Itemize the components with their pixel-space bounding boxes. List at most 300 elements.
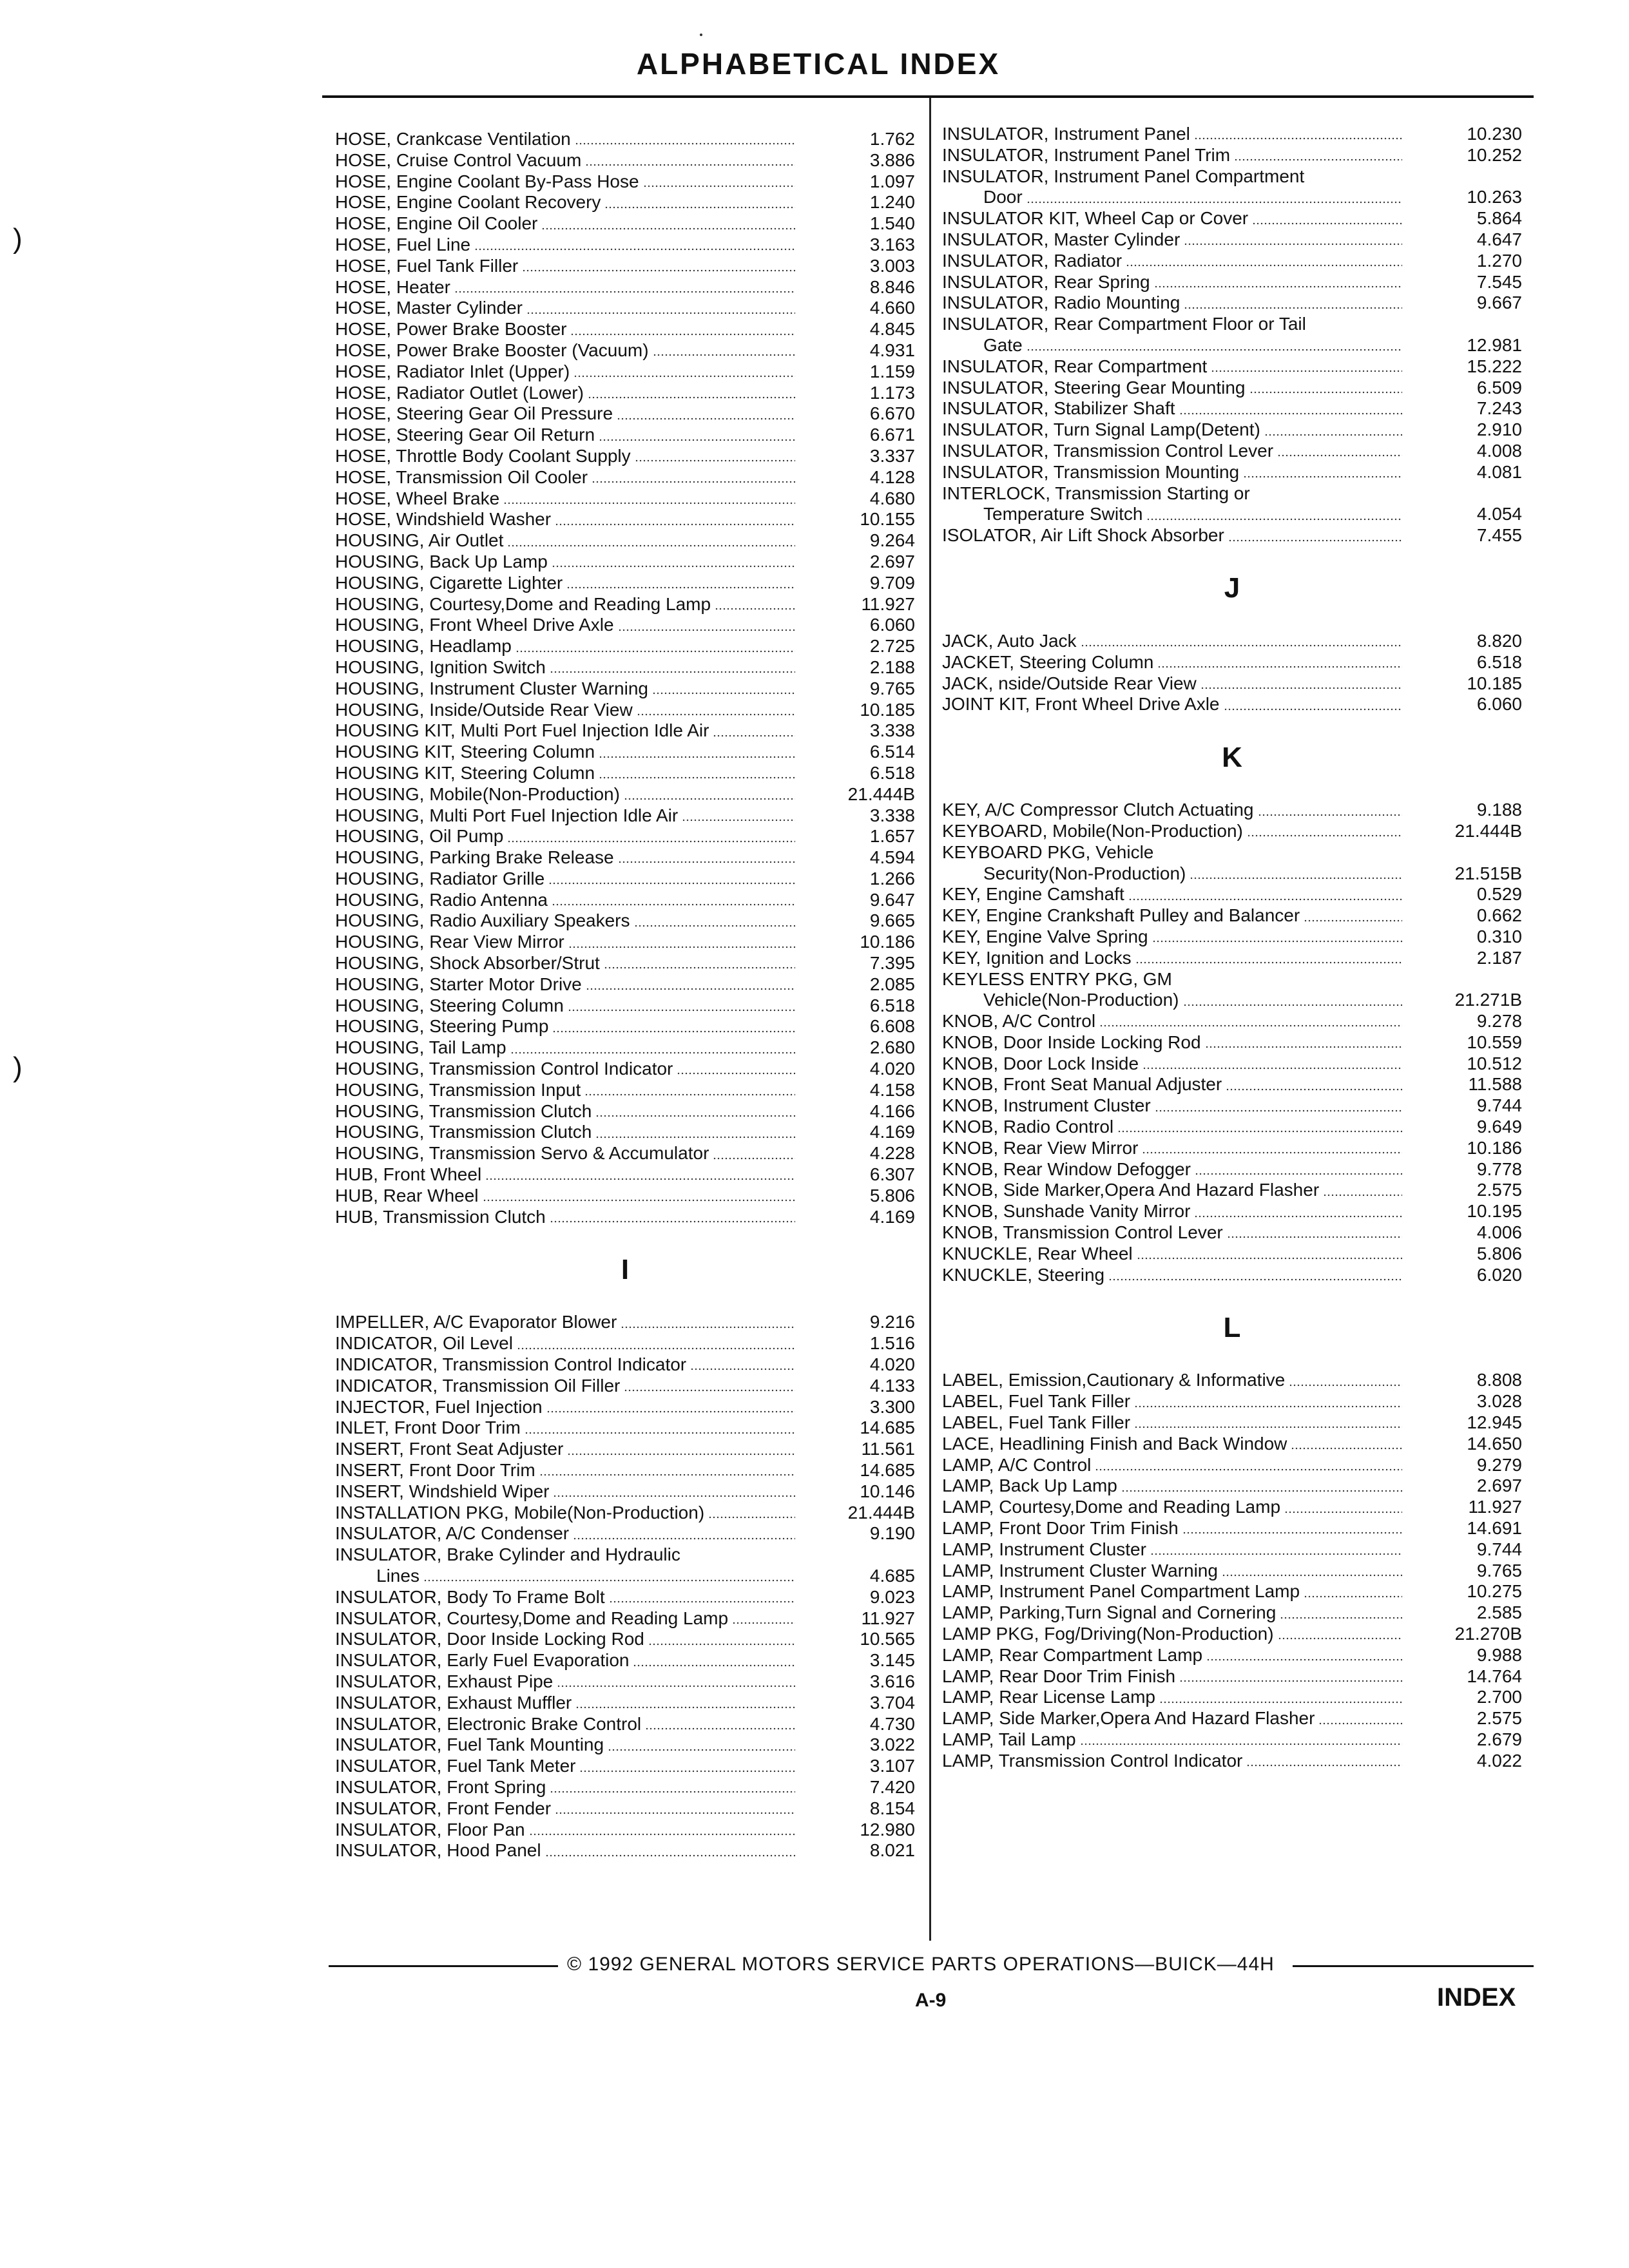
dot-leader	[423, 1579, 795, 1582]
entry-page-ref: 12.981	[1467, 334, 1522, 355]
entry-page-ref: 9.647	[869, 889, 915, 910]
index-entry	[942, 1412, 1522, 1434]
entry-label: KNOB, Sunshade Vanity Mirror	[942, 1201, 1191, 1222]
dot-leader	[510, 1052, 795, 1054]
dot-leader	[575, 142, 795, 145]
dot-leader	[548, 882, 795, 885]
index-entry	[942, 1095, 1522, 1117]
entry-label: LAMP, Front Door Trim Finish	[942, 1518, 1179, 1539]
entry-label: LABEL, Emission,Cautionary & Informative	[942, 1370, 1286, 1390]
index-entry	[335, 1101, 915, 1122]
index-entry	[335, 1756, 915, 1777]
index-entry	[335, 1016, 915, 1037]
margin-mark: )	[13, 1052, 23, 1083]
entry-page-ref: 7.395	[869, 953, 915, 974]
entry-page-ref: 4.685	[869, 1566, 915, 1586]
i-entries-list-continued	[942, 124, 1522, 546]
dot-leader	[652, 692, 795, 695]
entry-label: KEYBOARD, Mobile(Non-Production)	[942, 820, 1243, 841]
entry-page-ref: 3.300	[869, 1396, 915, 1417]
section-letter-k: K	[1222, 741, 1242, 773]
entry-label: HOUSING, Headlamp	[335, 636, 512, 657]
index-entry	[335, 657, 915, 678]
index-entry	[335, 636, 915, 657]
entry-label: Lines	[376, 1566, 419, 1586]
entry-page-ref: 11.927	[861, 1608, 915, 1628]
entry-label: HOUSING KIT, Steering Column	[335, 742, 595, 762]
index-entry	[942, 694, 1522, 715]
entry-label: HOSE, Engine Coolant Recovery	[335, 192, 601, 213]
entry-label: KNOB, Rear View Mirror	[942, 1137, 1139, 1158]
entry-label: HOSE, Heater	[335, 276, 450, 297]
entry-label: KEY, Engine Valve Spring	[942, 926, 1148, 947]
entry-label: INSULATOR, Early Fuel Evaporation	[335, 1650, 630, 1671]
index-entry	[942, 419, 1522, 441]
entry-label: INSULATOR, Electronic Brake Control	[335, 1713, 642, 1734]
page-title: ALPHABETICAL INDEX	[636, 47, 1001, 81]
dot-leader	[1179, 1680, 1402, 1682]
entry-label: INSULATOR, Door Inside Locking Rod	[335, 1629, 644, 1649]
index-entry	[942, 208, 1522, 229]
index-entry	[335, 615, 915, 636]
entry-label: HUB, Transmission Clutch	[335, 1206, 546, 1227]
entry-page-ref: 10.263	[1467, 187, 1522, 207]
index-entry	[335, 784, 915, 805]
dot-leader	[1289, 1384, 1402, 1387]
index-entry	[942, 293, 1522, 314]
l-entries-list	[942, 1370, 1522, 1771]
index-entry	[335, 1544, 915, 1566]
index-entry	[942, 504, 1522, 525]
index-entry	[335, 910, 915, 932]
entry-label: HOSE, Transmission Oil Cooler	[335, 466, 588, 487]
footer-copyright: © 1992 GENERAL MOTORS SERVICE PARTS OPERATIONS—BUICK—44H	[567, 1954, 1275, 1975]
index-entry	[335, 1122, 915, 1143]
entry-page-ref: 4.022	[1476, 1750, 1522, 1771]
dot-leader	[553, 1495, 795, 1497]
index-entry	[942, 1138, 1522, 1159]
index-entry	[335, 1820, 915, 1841]
entry-page-ref: 8.808	[1476, 1370, 1522, 1390]
entry-page-ref: 10.230	[1467, 124, 1522, 144]
index-entry	[942, 1624, 1522, 1645]
entry-page-ref: 6.060	[869, 615, 915, 635]
index-entry	[942, 398, 1522, 419]
entry-page-ref: 1.173	[869, 382, 915, 403]
entry-label: LAMP, Rear Door Trim Finish	[942, 1666, 1176, 1686]
entry-label: HOUSING, Radiator Grille	[335, 868, 545, 889]
entry-label: HOUSING, Parking Brake Release	[335, 847, 614, 868]
entry-label: HUB, Rear Wheel	[335, 1185, 479, 1206]
index-entry	[942, 187, 1522, 208]
entry-page-ref: 6.307	[869, 1164, 915, 1185]
index-entry	[335, 488, 915, 510]
dot-leader	[713, 735, 795, 737]
entry-label: INSULATOR, Instrument Panel Trim	[942, 144, 1231, 165]
dot-leader	[1249, 391, 1402, 394]
entry-page-ref: 3.028	[1476, 1391, 1522, 1412]
index-entry	[942, 1666, 1522, 1687]
entry-label: HOUSING, Rear View Mirror	[335, 932, 564, 952]
section-tag: INDEX	[1437, 1983, 1516, 2012]
entry-page-ref: 10.155	[860, 509, 915, 530]
dot-leader	[1027, 201, 1402, 204]
index-entry	[942, 1751, 1522, 1772]
entry-label: INDICATOR, Transmission Control Indicator	[335, 1354, 687, 1375]
entry-label: HOUSING, Inside/Outside Rear View	[335, 699, 633, 720]
entry-page-ref: 14.691	[1467, 1518, 1522, 1539]
entry-label: Temperature Switch	[983, 504, 1143, 524]
entry-page-ref: 2.910	[1476, 419, 1522, 440]
entry-page-ref: 9.988	[1476, 1644, 1522, 1665]
entry-label: HOUSING, Cigarette Lighter	[335, 572, 563, 593]
entry-page-ref: 4.020	[869, 1354, 915, 1375]
entry-label: Vehicle(Non-Production)	[983, 990, 1179, 1010]
entry-page-ref: 21.444B	[1454, 820, 1522, 841]
entry-label: INSULATOR, Courtesy,Dome and Reading Lamp	[335, 1608, 729, 1628]
index-entry	[335, 446, 915, 467]
entry-label: INSULATOR, Hood Panel	[335, 1840, 541, 1861]
index-entry	[942, 1244, 1522, 1265]
entry-page-ref: 1.516	[869, 1333, 915, 1354]
dot-leader	[592, 481, 795, 483]
index-entry	[335, 552, 915, 573]
entry-label: HOUSING, Transmission Control Indicator	[335, 1059, 673, 1079]
index-entry	[942, 525, 1522, 546]
entry-page-ref: 10.146	[860, 1481, 915, 1501]
entry-page-ref: 10.185	[860, 699, 915, 720]
dot-leader	[635, 459, 795, 462]
entry-label: INDICATOR, Transmission Oil Filler	[335, 1375, 621, 1396]
entry-page-ref: 2.700	[1476, 1687, 1522, 1707]
entry-page-ref: 9.649	[1476, 1117, 1522, 1137]
entry-page-ref: 0.529	[1476, 884, 1522, 905]
index-entry	[942, 483, 1522, 505]
dot-leader	[529, 1833, 795, 1836]
entry-page-ref: 2.085	[869, 974, 915, 994]
index-entry	[335, 1207, 915, 1228]
entry-page-ref: 4.133	[869, 1375, 915, 1396]
dot-leader	[708, 1516, 795, 1519]
index-entry	[942, 1602, 1522, 1624]
entry-page-ref: 4.228	[869, 1143, 915, 1164]
index-entry	[335, 298, 915, 319]
index-entry	[335, 1164, 915, 1186]
dot-leader	[604, 966, 795, 969]
dot-leader	[555, 1812, 795, 1814]
entry-page-ref: 2.575	[1476, 1180, 1522, 1200]
entry-page-ref: 2.585	[1476, 1602, 1522, 1623]
index-entry	[942, 1645, 1522, 1666]
index-entry	[335, 1059, 915, 1080]
entry-page-ref: 7.420	[869, 1776, 915, 1797]
entry-label: HOSE, Cruise Control Vacuum	[335, 149, 582, 170]
index-entry	[335, 256, 915, 277]
index-entry	[942, 652, 1522, 673]
index-entry	[942, 1455, 1522, 1476]
entry-label: INSULATOR, Rear Spring	[942, 271, 1150, 292]
entry-label: INDICATOR, Oil Level	[335, 1333, 513, 1354]
index-entry	[335, 1418, 915, 1439]
index-entry	[942, 1370, 1522, 1391]
entry-page-ref: 1.762	[869, 129, 915, 149]
entry-label: JOINT KIT, Front Wheel Drive Axle	[942, 694, 1220, 715]
index-entry	[335, 1439, 915, 1460]
dot-leader	[1278, 1637, 1402, 1640]
index-entry	[335, 530, 915, 552]
entry-page-ref: 14.685	[860, 1460, 915, 1481]
index-entry	[942, 1581, 1522, 1602]
margin-mark: )	[13, 223, 23, 255]
dot-leader	[690, 1368, 795, 1370]
index-entry	[335, 1650, 915, 1671]
entry-label: ISOLATOR, Air Lift Shock Absorber	[942, 525, 1224, 546]
index-entry	[335, 509, 915, 530]
entry-label: HUB, Front Wheel	[335, 1164, 482, 1185]
entry-page-ref: 1.266	[869, 868, 915, 889]
entry-page-ref: 14.764	[1467, 1666, 1522, 1686]
index-entry	[942, 948, 1522, 969]
entry-page-ref: 9.744	[1476, 1539, 1522, 1559]
entry-page-ref: 4.594	[869, 847, 915, 868]
dot-leader	[1211, 370, 1402, 372]
index-entry	[335, 1840, 915, 1861]
entry-label: HOSE, Fuel Line	[335, 234, 471, 255]
entry-label: KEY, A/C Compressor Clutch Actuating	[942, 800, 1254, 820]
entry-page-ref: 3.107	[869, 1756, 915, 1776]
dot-leader	[634, 925, 795, 927]
index-entry	[335, 383, 915, 404]
entry-label: INSULATOR, Rear Compartment Floor or Tail	[942, 314, 1306, 334]
dot-leader	[517, 1347, 795, 1350]
entry-label: KNUCKLE, Rear Wheel	[942, 1243, 1133, 1264]
index-entry	[335, 1693, 915, 1714]
entry-page-ref: 11.588	[1468, 1074, 1522, 1095]
entry-page-ref: 4.680	[869, 488, 915, 508]
index-entry	[942, 229, 1522, 251]
dot-leader	[621, 1326, 795, 1329]
index-entry	[335, 1376, 915, 1397]
index-entry	[942, 1561, 1522, 1582]
entry-label: INSULATOR, Turn Signal Lamp(Detent)	[942, 419, 1260, 440]
index-entry	[942, 673, 1522, 695]
dot-leader	[604, 206, 795, 209]
entry-label: LAMP, Rear Compartment Lamp	[942, 1644, 1203, 1665]
entry-page-ref: 4.647	[1476, 229, 1522, 249]
entry-page-ref: 3.163	[869, 234, 915, 255]
entry-page-ref: 4.081	[1476, 461, 1522, 482]
entry-label: INSULATOR, Rear Compartment	[942, 356, 1208, 376]
entry-page-ref: 2.697	[1476, 1475, 1522, 1496]
index-entry	[942, 631, 1522, 652]
entry-page-ref: 14.685	[860, 1418, 915, 1438]
entry-page-ref: 21.270B	[1454, 1624, 1522, 1644]
entry-page-ref: 3.338	[869, 720, 915, 741]
entry-page-ref: 4.054	[1476, 504, 1522, 524]
entry-page-ref: 3.337	[869, 445, 915, 466]
entry-page-ref: 10.186	[1467, 1137, 1522, 1158]
entry-label: INSULATOR, Front Fender	[335, 1798, 552, 1818]
dot-leader	[574, 375, 795, 378]
dot-leader	[1224, 708, 1403, 711]
dot-leader	[682, 819, 795, 822]
j-entries-list	[942, 631, 1522, 715]
index-entry	[942, 1687, 1522, 1708]
dot-leader	[1206, 1658, 1402, 1661]
dot-leader	[1137, 1257, 1402, 1260]
dot-leader	[1258, 814, 1403, 816]
entry-label: INSULATOR, Transmission Mounting	[942, 461, 1240, 482]
dot-leader	[599, 756, 795, 758]
entry-label: HOUSING KIT, Steering Column	[335, 762, 595, 783]
entry-label: INSULATOR, Master Cylinder	[942, 229, 1181, 249]
index-entry	[335, 805, 915, 827]
entry-label: INSULATOR, Body To Frame Bolt	[335, 1586, 605, 1607]
dot-leader	[1227, 1236, 1402, 1238]
index-entry	[335, 594, 915, 615]
entry-label: KEYLESS ENTRY PKG, GM	[942, 968, 1172, 989]
index-entry	[335, 1587, 915, 1608]
entry-page-ref: 2.187	[1476, 947, 1522, 968]
index-entry	[942, 314, 1522, 335]
entry-page-ref: 6.518	[869, 995, 915, 1015]
entry-page-ref: 6.518	[1476, 651, 1522, 672]
entry-label: INLET, Front Door Trim	[335, 1418, 521, 1438]
entry-label: HOSE, Engine Coolant By-Pass Hose	[335, 171, 639, 191]
entry-page-ref: 1.270	[1476, 250, 1522, 271]
dot-leader	[526, 312, 795, 314]
dot-leader	[585, 164, 795, 166]
dot-leader	[1150, 1553, 1402, 1555]
k-entries-list	[942, 800, 1522, 1285]
dot-leader	[1234, 159, 1402, 161]
index-entry	[942, 1265, 1522, 1286]
entry-label: KNOB, Side Marker,Opera And Hazard Flasher	[942, 1180, 1320, 1200]
entry-label: HOUSING, Air Outlet	[335, 530, 504, 551]
index-entry	[335, 1523, 915, 1544]
index-entry	[335, 1798, 915, 1820]
index-entry	[942, 842, 1522, 863]
entry-page-ref: 5.806	[1476, 1243, 1522, 1264]
entry-label: INSULATOR, Radio Mounting	[942, 293, 1181, 313]
entry-page-ref: 6.670	[869, 403, 915, 424]
dot-leader	[1027, 349, 1402, 351]
dot-leader	[1277, 454, 1402, 457]
entry-page-ref: 6.509	[1476, 377, 1522, 398]
entry-page-ref: 9.264	[869, 530, 915, 551]
entry-label: HOUSING, Starter Motor Drive	[335, 974, 582, 994]
dot-leader	[552, 1030, 795, 1033]
index-entry	[942, 863, 1522, 885]
index-entry	[335, 129, 915, 150]
index-entry	[942, 884, 1522, 905]
dot-leader	[1246, 1764, 1402, 1767]
dot-leader	[1152, 940, 1402, 943]
entry-page-ref: 10.512	[1467, 1053, 1522, 1073]
entry-page-ref: 10.195	[1467, 1201, 1522, 1222]
index-entry	[335, 1481, 915, 1503]
index-entry	[335, 1037, 915, 1059]
dot-leader	[1194, 137, 1402, 140]
entry-label: HOUSING, Transmission Clutch	[335, 1100, 592, 1121]
index-entry	[335, 700, 915, 721]
index-entry	[335, 932, 915, 953]
entry-label: KNUCKLE, Steering	[942, 1264, 1105, 1285]
entry-page-ref: 9.190	[869, 1523, 915, 1544]
entry-page-ref: 11.561	[861, 1439, 915, 1459]
entry-page-ref: 9.709	[869, 572, 915, 593]
dot-leader	[507, 544, 795, 547]
entry-page-ref: 1.657	[869, 826, 915, 847]
index-entry	[942, 166, 1522, 187]
entry-label: INSULATOR, A/C Condenser	[335, 1523, 570, 1544]
entry-label: LAMP, Transmission Control Indicator	[942, 1750, 1243, 1771]
entry-page-ref: 9.778	[1476, 1158, 1522, 1179]
dot-leader	[1128, 898, 1402, 901]
dot-leader	[557, 1685, 795, 1687]
entry-label: INJECTOR, Fuel Injection	[335, 1396, 543, 1417]
entry-label: HOSE, Crankcase Ventilation	[335, 129, 571, 149]
dot-leader	[637, 713, 795, 716]
dot-leader	[1228, 539, 1402, 542]
entry-label: KEYBOARD PKG, Vehicle	[942, 841, 1154, 862]
entry-label: LABEL, Fuel Tank Filler	[942, 1391, 1131, 1412]
entry-label: HOUSING, Instrument Cluster Warning	[335, 678, 648, 698]
dot-leader	[1291, 1447, 1402, 1450]
index-entry	[335, 425, 915, 446]
dot-leader	[503, 502, 795, 505]
index-entry	[335, 277, 915, 298]
dot-leader	[539, 1474, 795, 1476]
dot-leader	[525, 1432, 795, 1434]
dot-leader	[586, 988, 795, 990]
dot-leader	[567, 1453, 795, 1456]
entry-page-ref: 3.886	[869, 149, 915, 170]
entry-label: IMPELLER, A/C Evaporator Blower	[335, 1312, 617, 1332]
dot-leader	[1179, 412, 1402, 415]
dot-leader	[550, 671, 795, 673]
entry-label: LAMP, Parking,Turn Signal and Cornering	[942, 1602, 1277, 1623]
index-entry	[942, 1391, 1522, 1412]
entry-label: INSTALLATION PKG, Mobile(Non-Production)	[335, 1502, 705, 1523]
dot-leader	[1142, 1151, 1402, 1154]
dot-leader	[570, 333, 795, 336]
entry-label: KNOB, Radio Control	[942, 1117, 1114, 1137]
index-entry	[942, 1475, 1522, 1497]
dot-leader	[1182, 1532, 1402, 1534]
entry-page-ref: 5.806	[869, 1185, 915, 1206]
entry-label: KNOB, Instrument Cluster	[942, 1095, 1151, 1116]
entry-label: HOUSING, Courtesy,Dome and Reading Lamp	[335, 593, 711, 614]
h-entries-list	[335, 129, 915, 1227]
entry-label: LAMP, Instrument Cluster	[942, 1539, 1146, 1559]
entry-page-ref: 4.166	[869, 1100, 915, 1121]
entry-page-ref: 8.021	[869, 1840, 915, 1861]
entry-label: LAMP, Instrument Cluster Warning	[942, 1560, 1218, 1581]
dot-leader	[715, 608, 795, 610]
dot-leader	[618, 861, 795, 863]
dot-leader	[1155, 1110, 1402, 1112]
index-entry	[335, 319, 915, 340]
index-entry	[335, 1460, 915, 1481]
entry-page-ref: 4.169	[869, 1206, 915, 1227]
dot-leader	[1252, 222, 1402, 225]
index-entry	[335, 847, 915, 869]
entry-label: Door	[983, 187, 1023, 207]
dot-leader	[608, 1749, 795, 1751]
entry-label: INSULATOR, Front Spring	[335, 1776, 546, 1797]
dot-leader	[609, 1600, 795, 1603]
